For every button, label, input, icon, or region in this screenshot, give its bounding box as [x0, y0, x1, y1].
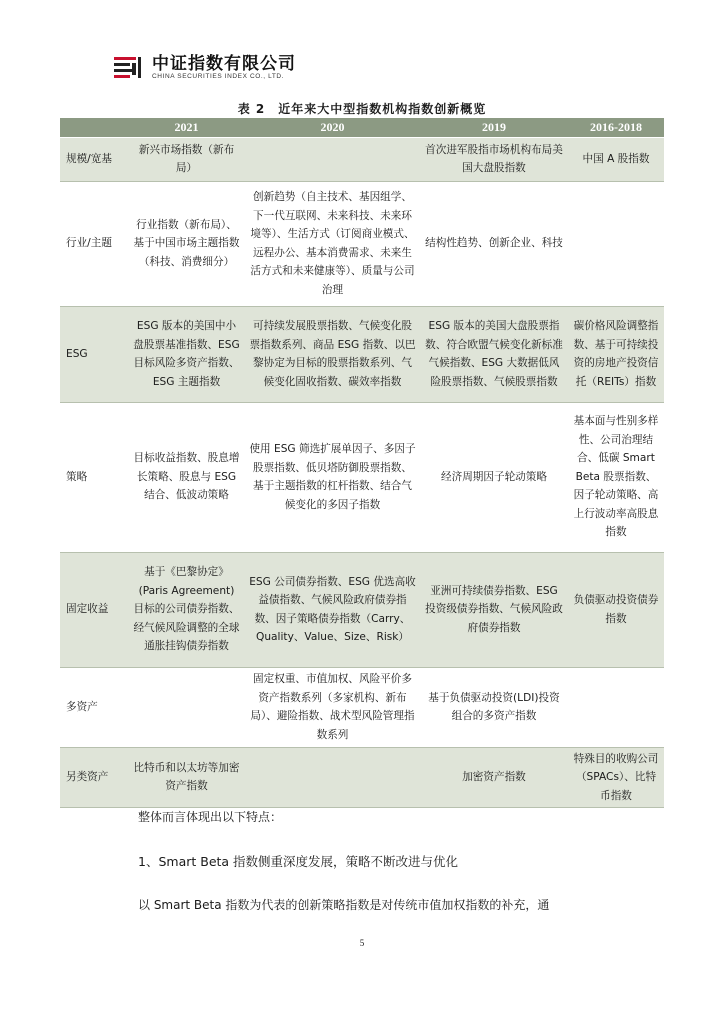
- column-header: [60, 118, 128, 137]
- table-cell: ESG 公司债券指数、ESG 优选高收益债指数、气候风险政府债券指数、因子策略债券指数（Carry、Quality、Value、Size、Risk）: [245, 552, 420, 667]
- paragraph-summary: 整体而言体现出以下特点：: [138, 810, 283, 824]
- table-cell: 碳价格风险调整指数、基于可持续投资的房地产投资信托（REITs）指数: [568, 306, 664, 402]
- table-cell: 基于《巴黎协定》(Paris Agreement) 目标的公司债券指数、经气候风险调整的全球通胀挂钩债券指数: [128, 552, 245, 667]
- table-row: [60, 137, 664, 181]
- page-header: [112, 52, 296, 84]
- table-cell: 负债驱动投资债券指数: [568, 552, 664, 667]
- table-cell: 目标收益指数、股息增长策略、股息与 ESG 结合、低波动策略: [128, 402, 245, 552]
- table-cell: 首次进军股指市场机构布局美国大盘股指数: [420, 137, 568, 181]
- table-cell: 可持续发展股票指数、气候变化股票指数系列、商品 ESG 指数、以巴黎协定为目标的股票指数系列、气候变化固收指数、碳效率指数: [245, 306, 420, 402]
- table-cell: 特殊目的收购公司（SPACs）、比特币指数: [568, 747, 664, 808]
- company-logo-icon: [112, 54, 146, 82]
- table-row: [60, 747, 664, 808]
- row-label: ESG: [60, 306, 128, 402]
- column-header: 2016-2018: [568, 118, 664, 137]
- table-header-row: [60, 118, 664, 137]
- table-cell: 结构性趋势、创新企业、科技: [420, 181, 568, 306]
- row-label: 策略: [60, 402, 128, 552]
- table-cell: 使用 ESG 筛选扩展单因子、多因子股票指数、低贝塔防御股票指数、基于主题指数的杠杆指数、结合气候变化的多因子指数: [245, 402, 420, 552]
- column-header: 2020: [245, 118, 420, 137]
- table-cell: [568, 181, 664, 306]
- table-cell: 新兴市场指数（新布局）: [128, 137, 245, 181]
- table-cell: [245, 137, 420, 181]
- table-cell: [245, 747, 420, 808]
- table-cell: 固定权重、市值加权、风险平价多资产指数系列（多家机构、新布局）、避险指数、战术型风险管理指数系列: [245, 667, 420, 747]
- column-header: 2021: [128, 118, 245, 137]
- table-caption: 表 2 近年来大中型指数机构指数创新概览: [237, 102, 487, 116]
- paragraph-text: 以 Smart Beta 指数为代表的创新策略指数是对传统市值加权指数的补充，通: [138, 898, 550, 912]
- table-cell: ESG 版本的美国中小盘股票基准指数、ESG 目标风险多资产指数、ESG 主题指数: [128, 306, 245, 402]
- table-cell: ESG 版本的美国大盘股票指数、符合欧盟气候变化新标准气候指数、ESG 大数据低风险股票指数、气候股票指数: [420, 306, 568, 402]
- table-cell: 加密资产指数: [420, 747, 568, 808]
- table-cell: 创新趋势（自主技术、基因组学、下一代互联网、未来科技、未来环境等）、生活方式（订阅商业模式、远程办公、基本消费需求、未来生活方式和未来健康等）、质量与公司治理: [245, 181, 420, 306]
- row-label: 固定收益: [60, 552, 128, 667]
- table-row: [60, 667, 664, 747]
- table-row: [60, 402, 664, 552]
- table-cell: 亚洲可持续债券指数、ESG 投资级债券指数、气候风险政府债券指数: [420, 552, 568, 667]
- row-label: 另类资产: [60, 747, 128, 808]
- table-cell: 经济周期因子轮动策略: [420, 402, 568, 552]
- index-innovation-table: [60, 118, 664, 808]
- row-label: 行业/主题: [60, 181, 128, 306]
- table-cell: [568, 667, 664, 747]
- table-row: [60, 306, 664, 402]
- table-cell: 行业指数（新布局）、基于中国市场主题指数（科技、消费细分）: [128, 181, 245, 306]
- company-name-cn: 中证指数有限公司: [152, 54, 296, 74]
- table-cell: [128, 667, 245, 747]
- table-row: [60, 181, 664, 306]
- column-header: 2019: [420, 118, 568, 137]
- table-cell: 中国 A 股指数: [568, 137, 664, 181]
- row-label: 多资产: [60, 667, 128, 747]
- page-number: 5: [359, 938, 365, 948]
- table-cell: 基于负债驱动投资(LDI)投资组合的多资产指数: [420, 667, 568, 747]
- table-cell: 基本面与性别多样性、公司治理结合、低碳 Smart Beta 股票指数、因子轮动策略、高上行波动率高股息指数: [568, 402, 664, 552]
- table-cell: 比特币和以太坊等加密资产指数: [128, 747, 245, 808]
- section-heading: 1、Smart Beta 指数侧重深度发展，策略不断改进与优化: [138, 854, 459, 869]
- company-name-en: CHINA SECURITIES INDEX CO., LTD.: [152, 73, 285, 80]
- row-label: 规模/宽基: [60, 137, 128, 181]
- table-row: [60, 552, 664, 667]
